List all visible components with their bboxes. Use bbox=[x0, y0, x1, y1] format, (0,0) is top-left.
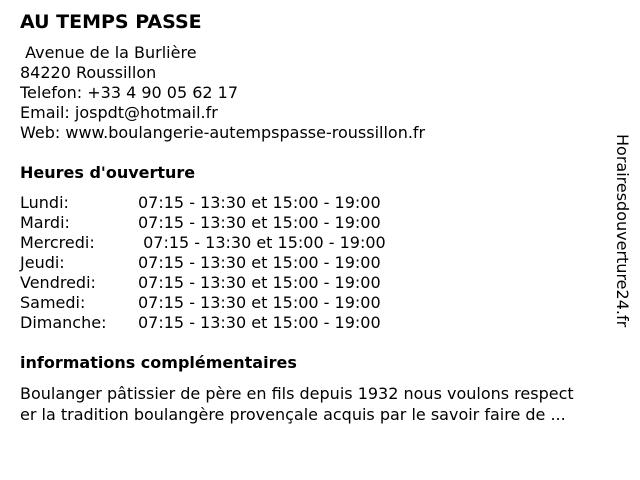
day-label: Vendredi: bbox=[20, 273, 96, 292]
time-range: 07:15 - 13:30 et 15:00 - 19:00 bbox=[138, 313, 381, 332]
business-description bbox=[20, 383, 620, 425]
email-address: Email: jospdt@hotmail.fr bbox=[20, 103, 218, 122]
hours-row-mercredi bbox=[20, 233, 440, 253]
hours-row-samedi bbox=[20, 293, 440, 313]
hours-row-jeudi bbox=[20, 253, 440, 273]
hours-heading: Heures d'ouverture bbox=[20, 163, 196, 182]
day-label: Mardi: bbox=[20, 213, 70, 232]
day-label: Jeudi: bbox=[20, 253, 65, 272]
info-heading: informations complémentaires bbox=[20, 353, 297, 372]
time-range: 07:15 - 13:30 et 15:00 - 19:00 bbox=[138, 273, 381, 292]
business-name: AU TEMPS PASSE bbox=[20, 11, 202, 33]
hours-row-dimanche bbox=[20, 313, 440, 333]
time-range: 07:15 - 13:30 et 15:00 - 19:00 bbox=[138, 213, 381, 232]
address-city: 84220 Roussillon bbox=[20, 63, 157, 82]
hours-row-mardi bbox=[20, 213, 440, 233]
day-label: Dimanche: bbox=[20, 313, 107, 332]
contact-block bbox=[20, 43, 425, 143]
day-label: Mercredi: bbox=[20, 233, 95, 252]
hours-row-vendredi bbox=[20, 273, 440, 293]
time-range: 07:15 - 13:30 et 15:00 - 19:00 bbox=[138, 293, 381, 312]
site-watermark bbox=[613, 134, 633, 344]
day-label: Samedi: bbox=[20, 293, 86, 312]
time-range: 07:15 - 13:30 et 15:00 - 19:00 bbox=[138, 193, 381, 212]
opening-hours-table bbox=[20, 193, 440, 333]
hours-row-lundi bbox=[20, 193, 440, 213]
address-street: Avenue de la Burlière bbox=[20, 43, 197, 62]
day-label: Lundi: bbox=[20, 193, 69, 212]
description-line: Boulanger pâtissier de père en fils depuis 1932 nous voulons respect bbox=[20, 384, 574, 403]
time-range: 07:15 - 13:30 et 15:00 - 19:00 bbox=[138, 233, 386, 252]
description-line: er la tradition boulangère provençale acquis par le savoir faire de ... bbox=[20, 405, 566, 424]
phone-number: Telefon: +33 4 90 05 62 17 bbox=[20, 83, 239, 102]
website-address: Web: www.boulangerie-autempspasse-roussillon.fr bbox=[20, 123, 426, 142]
site-watermark-text: Horairesdouverture24.fr bbox=[613, 134, 632, 328]
time-range: 07:15 - 13:30 et 15:00 - 19:00 bbox=[138, 253, 381, 272]
